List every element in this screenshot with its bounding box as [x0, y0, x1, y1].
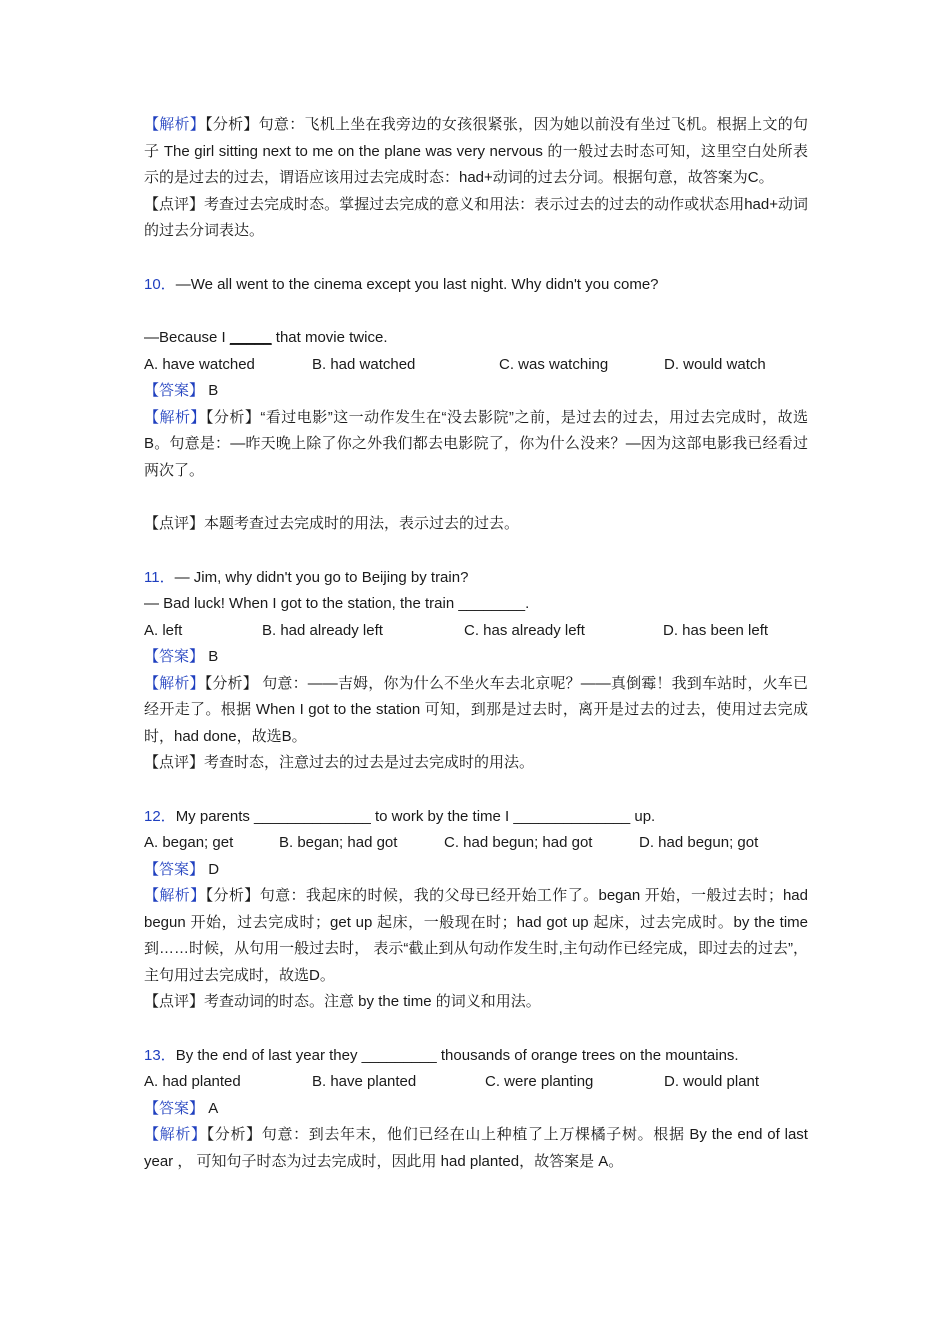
- q11-line1: — Jim, why didn't you go to Beijing by train?: [174, 568, 469, 586]
- q10-option-b: B. had watched: [312, 355, 416, 373]
- fenxi-tag: 【分析】: [205, 408, 261, 426]
- q13-answer: [144, 1096, 808, 1123]
- q11-option-d: D. has been left: [663, 621, 769, 639]
- q11-answer-value: B: [208, 648, 219, 665]
- q9-comment-text: 考查过去完成时态。掌握过去完成的意义和用法：表示过去的过去的动作或状态用had+动词的过去分词表达。: [144, 195, 808, 239]
- q13-options: [144, 1069, 808, 1096]
- q10-option-a: A. have watched: [144, 355, 255, 373]
- q13-answer-value: A: [208, 1099, 219, 1117]
- q11-number: 11．: [144, 568, 175, 586]
- q12-number: 12．: [144, 807, 176, 825]
- q13-option-b: B. have planted: [312, 1073, 417, 1090]
- q11-answer: [144, 644, 808, 671]
- dianping-tag: 【点评】: [144, 993, 205, 1010]
- jiexi-tag: 【解析】: [144, 408, 206, 426]
- q12-analysis: [144, 883, 808, 989]
- dianping-tag: 【点评】: [144, 754, 205, 771]
- q10-blank: _____: [229, 329, 272, 346]
- fenxi-tag: 【分析】: [206, 1126, 262, 1143]
- q12-option-b: B. began; had got: [279, 834, 398, 851]
- q12-option-d: D. had begun; got: [639, 834, 759, 851]
- q11-comment-text: 考查时态，注意过去的过去是过去完成时的用法。: [204, 754, 535, 771]
- daan-tag: 【答案】: [144, 860, 205, 878]
- q13-question: [144, 1043, 808, 1070]
- document-page: [144, 112, 808, 1175]
- q12-comment: [144, 989, 808, 1016]
- q12-comment-text: 考查动词的时态。注意 by the time 的词义和用法。: [204, 993, 541, 1010]
- q10-number: 10．: [144, 275, 176, 293]
- q12-option-a: A. began; get: [144, 834, 234, 851]
- q13-analysis-text: 句意：到去年末，他们已经在山上种植了上万棵橘子树。根据 By the end of last year ， 可知句子时态为过去完成时，因此用 had planted，故答案是 A。: [144, 1126, 808, 1170]
- q10-line2: —Because I _____ that movie twice.: [144, 329, 388, 346]
- q12-answer-value: D: [208, 860, 220, 878]
- q13-line1: By the end of last year they _________ thousands of orange trees on the mountains.: [175, 1046, 739, 1064]
- q10-options: [144, 352, 808, 379]
- jiexi-tag: 【解析】: [144, 887, 206, 904]
- fenxi-tag: 【分析】: [205, 116, 259, 133]
- q9-analysis: [144, 112, 808, 192]
- q10-option-c: C. was watching: [499, 355, 609, 373]
- q10-analysis-text: “看过电影”这一动作发生在“没去影院”之前，是过去的过去，用过去完成时，故选B。句意是：—昨天晚上除了你之外我们都去电影院了，你为什么没来？—因为这部电影我已经看过两次了。: [144, 408, 808, 479]
- q10-question: [144, 272, 808, 299]
- q13-option-d: D. would plant: [664, 1073, 760, 1090]
- fenxi-tag: 【分析】: [204, 674, 258, 692]
- daan-tag: 【答案】: [144, 382, 205, 399]
- q11-option-a: A. left: [144, 621, 183, 639]
- daan-tag: 【答案】: [144, 648, 205, 665]
- q9-analysis-text: 句意：飞机上坐在我旁边的女孩很紧张，因为她以前没有坐过飞机。根据上文的句子 The girl sitting next to me on the plane was very nervous 的一般过去时态可知，这里空白处所表示的是过去的过去，谓语应该用过去完成时态：had+动词的过去分词。根据句意，故答案为C。: [144, 116, 808, 186]
- q12-answer: [144, 857, 808, 884]
- q11-question: [144, 565, 808, 592]
- q13-option-c: C. were planting: [485, 1073, 594, 1090]
- q10-answer: [144, 378, 808, 405]
- q11-analysis: [144, 671, 808, 751]
- q12-option-c: C. had begun; had got: [444, 834, 593, 851]
- fenxi-tag: 【分析】: [205, 887, 260, 904]
- q10-answer-value: B: [208, 382, 219, 399]
- jiexi-tag: 【解析】: [144, 674, 205, 692]
- dianping-tag: 【点评】: [144, 195, 205, 213]
- daan-tag: 【答案】: [144, 1099, 205, 1117]
- q12-analysis-text: 句意：我起床的时候，我的父母已经开始工作了。began 开始，一般过去时；had begun 开始，过去完成时；get up 起床，一般现在时；had got up 起床，过去完成时。by the time 到……时候，从句用一般过去时， 表示“截止到从句动作发生时,主句动作已经完成，即过去的过去”，主句用过去完成时，故选D。: [144, 887, 808, 984]
- q13-analysis: [144, 1122, 808, 1175]
- jiexi-tag: 【解析】: [144, 116, 206, 133]
- q12-question: [144, 804, 808, 831]
- q13-number: 13．: [144, 1046, 176, 1064]
- q10-option-d: D. would watch: [664, 355, 766, 373]
- q11-option-c: C. has already left: [464, 621, 585, 639]
- q11-analysis-text: 句意：——吉姆，你为什么不坐火车去北京呢？——真倒霉！我到车站时，火车已经开走了。根据 When I got to the station 可知，到那是过去时，离开是过去的过去，使用过去完成时，had done，故选B。: [144, 674, 808, 745]
- q12-line1: My parents ______________ to work by the time I ______________ up.: [175, 807, 656, 825]
- q11-comment: [144, 750, 808, 777]
- q9-comment: [144, 192, 808, 245]
- dianping-tag: 【点评】: [144, 515, 205, 532]
- q13-option-a: A. had planted: [144, 1073, 241, 1090]
- q10-comment: [144, 511, 808, 538]
- jiexi-tag: 【解析】: [144, 1126, 207, 1143]
- q10-comment-text: 本题考查过去完成时的用法，表示过去的过去。: [204, 515, 520, 532]
- q10-line1: —We all went to the cinema except you last night. Why didn't you come?: [175, 275, 659, 293]
- q12-options: [144, 830, 808, 857]
- q11-options: [144, 618, 808, 645]
- q11-option-b: B. had already left: [262, 621, 383, 639]
- q10-analysis: [144, 405, 808, 485]
- q11-line2: — Bad luck! When I got to the station, the train ________.: [144, 595, 530, 612]
